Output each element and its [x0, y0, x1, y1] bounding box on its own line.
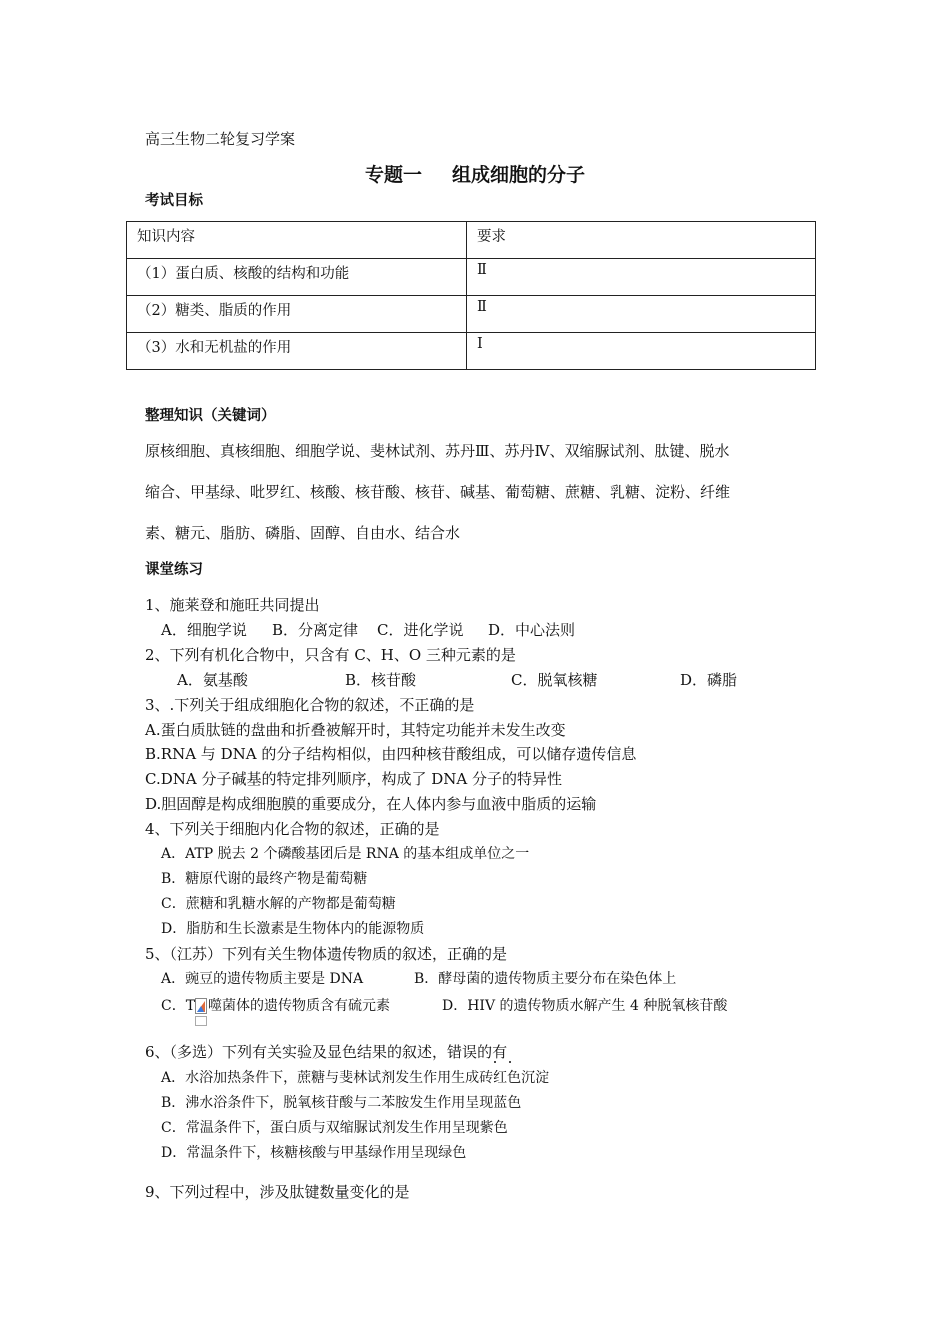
- q5-option-d: D．HIV 的遗传物质水解产生 4 种脱氧核苷酸: [442, 998, 728, 1014]
- q3-option-d: D.胆固醇是构成细胞膜的重要成分，在人体内参与血液中脂质的运输: [145, 795, 597, 813]
- q9-stem: 9、下列过程中，涉及肽键数量变化的是: [145, 1183, 410, 1201]
- table-cell-level: Ⅱ: [467, 296, 816, 333]
- table-header-content: 知识内容: [127, 222, 467, 259]
- section-practice: 课堂练习: [145, 562, 203, 578]
- q5-option-c: C．T: [161, 998, 196, 1014]
- page-header: 高三生物二轮复习学案: [145, 130, 296, 148]
- goals-table: [126, 221, 816, 370]
- q6-stem-pre: 6、（多选）下列有关实验及显色结果的叙述，: [145, 1043, 448, 1061]
- q1-stem: 1、施莱登和施旺共同提出: [145, 596, 320, 614]
- table-cell-content: （3）水和无机盐的作用: [127, 333, 467, 370]
- q6-stem: [145, 1041, 507, 1062]
- q2-stem: 2、下列有机化合物中，只含有 C、H、O 三种元素的是: [145, 646, 516, 664]
- q3-option-a: A.蛋白质肽链的盘曲和折叠被解开时，其特定功能并未发生改变: [145, 721, 566, 739]
- q5-option-a: A．豌豆的遗传物质主要是 DNA: [161, 971, 364, 987]
- q4-option-d: D．脂肪和生长激素是生物体内的能源物质: [161, 921, 425, 937]
- q1-option-c: C．进化学说: [377, 621, 464, 639]
- q2-option-b: B．核苷酸: [345, 671, 417, 689]
- section-goals: 考试目标: [145, 193, 203, 209]
- table-row: [127, 259, 816, 296]
- q6-option-b: B．沸水浴条件下，脱氧核苷酸与二苯胺发生作用呈现蓝色: [161, 1095, 522, 1111]
- q3-option-c: C.DNA 分子碱基的特定排列顺序，构成了 DNA 分子的特异性: [145, 770, 562, 788]
- q3-stem: 3、.下列关于组成细胞化合物的叙述，不正确的是: [145, 696, 475, 714]
- table-row: [127, 296, 816, 333]
- q6-stem-post: 的有: [477, 1043, 508, 1061]
- q2-option-a: A．氨基酸: [177, 671, 248, 689]
- q4-option-a: A．ATP 脱去 2 个磷酸基团后是 RNA 的基本组成单位之一: [161, 846, 530, 862]
- q6-option-c: C．常温条件下，蛋白质与双缩脲试剂发生作用呈现紫色: [161, 1120, 508, 1136]
- q5-stem: 5、（江苏）下列有关生物体遗传物质的叙述，正确的是: [145, 945, 508, 963]
- q2-option-d: D．磷脂: [680, 671, 738, 689]
- q1-option-b: B．分离定律: [272, 621, 359, 639]
- table-cell-level: Ⅱ: [467, 259, 816, 296]
- table-cell-content: （1）蛋白质、核酸的结构和功能: [127, 259, 467, 296]
- q6-option-d: D．常温条件下，核糖核酸与甲基绿作用呈现绿色: [161, 1145, 467, 1161]
- section-keywords: 整理知识（关键词）: [145, 408, 276, 424]
- table-cell-content: （2）糖类、脂质的作用: [127, 296, 467, 333]
- page-title: [0, 160, 950, 187]
- emphasis-dot: [494, 1061, 496, 1063]
- keywords-line-1: 原核细胞、真核细胞、细胞学说、斐林试剂、苏丹Ⅲ、苏丹Ⅳ、双缩脲试剂、肽键、脱水: [145, 442, 730, 460]
- q6-stem-emphasis: 错误: [447, 1043, 478, 1061]
- title-part1: 专题一: [364, 164, 422, 186]
- q1-option-a: A．细胞学说: [161, 621, 247, 639]
- keywords-line-3: 素、糖元、脂肪、磷脂、固醇、自由水、结合水: [145, 524, 461, 542]
- q1-option-d: D．中心法则: [488, 621, 576, 639]
- table-row: [127, 333, 816, 370]
- title-part2: 组成细胞的分子: [452, 164, 586, 186]
- keywords-line-2: 缩合、甲基绿、吡罗红、核酸、核苷酸、核苷、碱基、葡萄糖、蔗糖、乳糖、淀粉、纤维: [145, 483, 731, 501]
- q2-option-c: C．脱氧核糖: [511, 671, 598, 689]
- q4-option-b: B．糖原代谢的最终产物是葡萄糖: [161, 871, 368, 887]
- q3-option-b: B.RNA 与 DNA 的分子结构相似，由四种核苷酸组成，可以储存遗传信息: [145, 745, 637, 763]
- q5-option-c-rest: 噬菌体的遗传物质含有硫元素: [208, 998, 390, 1014]
- emphasis-dot: [509, 1061, 511, 1063]
- table-cell-level: Ⅰ: [467, 333, 816, 370]
- q5-option-b: B．酵母菌的遗传物质主要分布在染色体上: [414, 971, 677, 987]
- table-header-level: 要求: [467, 222, 816, 259]
- q6-option-a: A．水浴加热条件下，蔗糖与斐林试剂发生作用生成砖红色沉淀: [161, 1070, 550, 1086]
- q4-option-c: C．蔗糖和乳糖水解的产物都是葡萄糖: [161, 896, 396, 912]
- table-header-row: [127, 222, 816, 259]
- q4-stem: 4、下列关于细胞内化合物的叙述，正确的是: [145, 820, 440, 838]
- broken-image-icon: [195, 998, 207, 1026]
